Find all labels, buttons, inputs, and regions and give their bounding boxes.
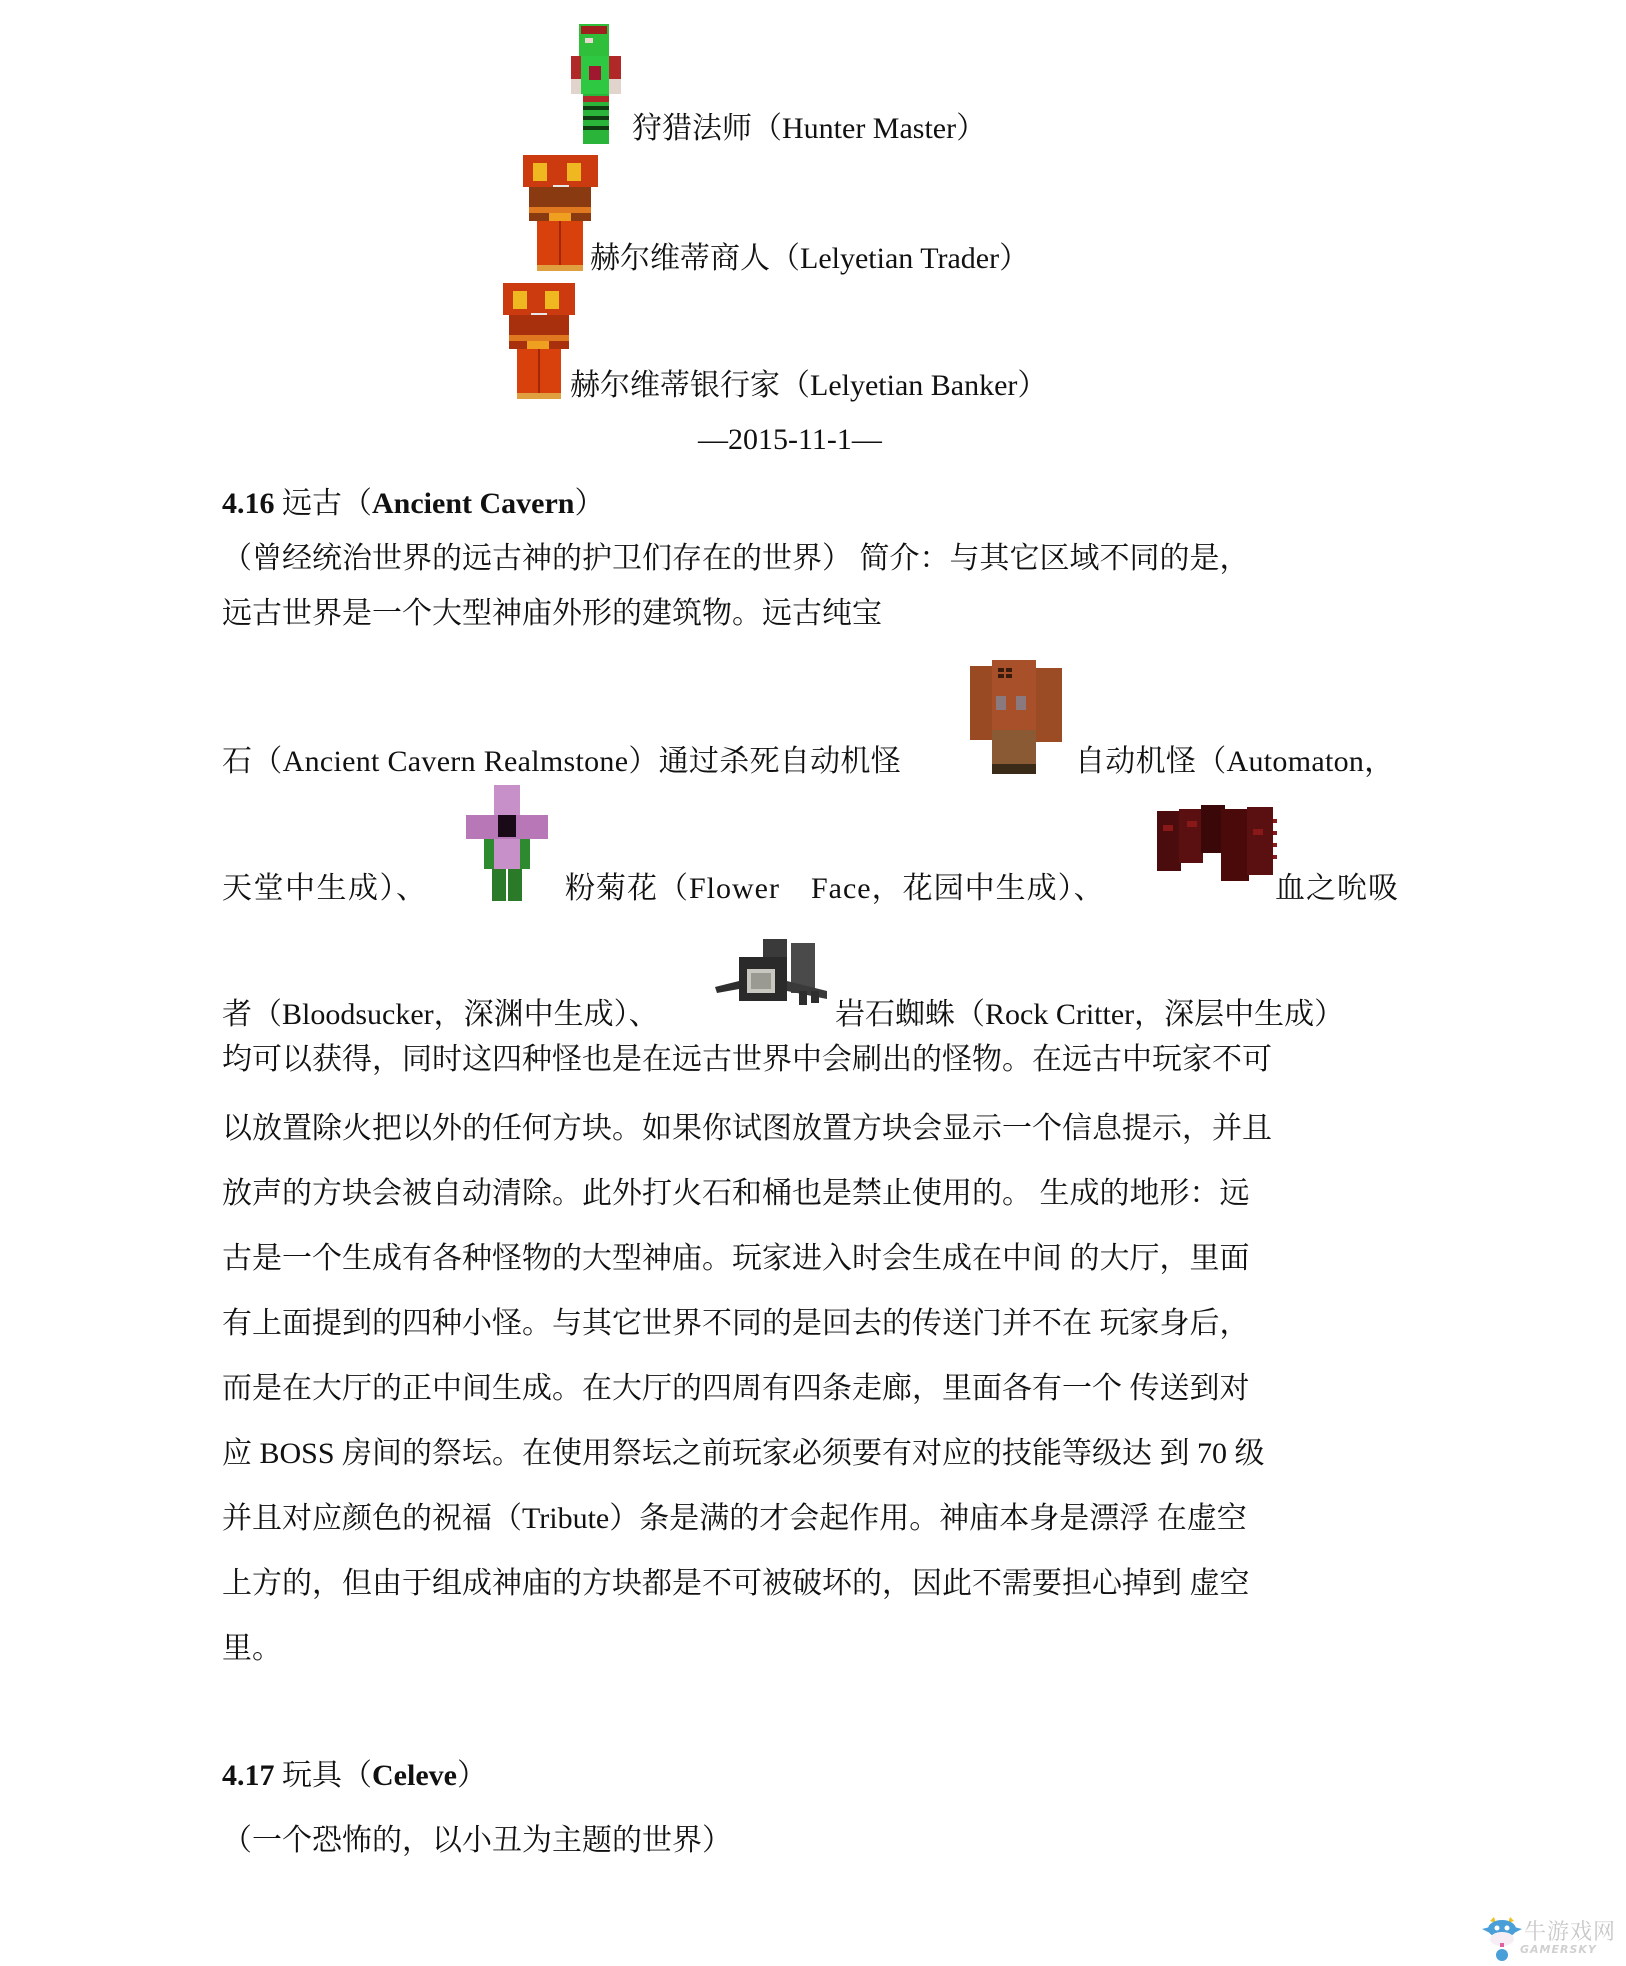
section-title-en: Celeve [372, 1759, 457, 1792]
paragraph-line: 上方的，但由于组成神庙的方块都是不可被破坏的，因此不需要担心掉到 虚空 [222, 1567, 1250, 1600]
npc-label-hunter-master: 狩猎法师（Hunter Master） [632, 112, 987, 145]
lelyetian-trader-figure [523, 155, 598, 271]
paragraph-line: 自动机怪（Automaton， [1075, 745, 1395, 778]
section-number: 4.16 [222, 487, 275, 520]
section-title-close: ） [574, 487, 605, 520]
section-title-cn: 远古（ [282, 487, 372, 520]
paragraph-line: 以放置除火把以外的任何方块。如果你试图放置方块会显示一个信息提示，并且 [222, 1112, 1272, 1145]
section-number: 4.17 [222, 1759, 275, 1792]
lelyetian-banker-figure [503, 283, 575, 399]
watermark-text: 牛游戏网 [1524, 1920, 1617, 1945]
paragraph-line: 放声的方块会被自动清除。此外打火石和桶也是禁止使用的。 生成的地形：远 [222, 1177, 1250, 1210]
section-title-close: ） [456, 1759, 487, 1792]
mascot-icon [1480, 1915, 1524, 1963]
paragraph-line: 有上面提到的四种小怪。与其它世界不同的是回去的传送门并不在 玩家身后， [222, 1307, 1250, 1340]
paragraph-line: 均可以获得，同时这四种怪也是在远古世界中会刷出的怪物。在远古中玩家不可 [222, 1043, 1272, 1076]
date-stamp: —2015-11-1— [698, 423, 882, 456]
watermark-subtext: GAMERSKY [1520, 1943, 1597, 1956]
hunter-master-figure [571, 24, 623, 144]
paragraph-line: 石（Ancient Cavern Realmstone）通过杀死自动机怪 [222, 745, 902, 778]
paragraph-line: 远古世界是一个大型神庙外形的建筑物。远古纯宝 [222, 597, 882, 630]
section-heading-4-16 [222, 486, 604, 522]
section-title-en: Ancient Cavern [372, 487, 575, 520]
paragraph-line: 血之吮吸 [1275, 872, 1399, 905]
paragraph-line: 应 BOSS 房间的祭坛。在使用祭坛之前玩家必须要有对应的技能等级达 到 70 级 [222, 1437, 1265, 1470]
section-heading-4-17 [222, 1758, 487, 1794]
paragraph-line: 者（Bloodsucker，深渊中生成）、 [222, 998, 659, 1031]
paragraph-line: 粉菊花（Flower Face，花园中生成）、 [565, 872, 1105, 905]
gamersky-watermark [1480, 1915, 1626, 1963]
paragraph-line: （曾经统治世界的远古神的护卫们存在的世界） 简介：与其它区域不同的是， [222, 542, 1250, 575]
paragraph-line: 岩石蜘蛛（Rock Critter，深层中生成） [835, 998, 1345, 1031]
paragraph-line: 并且对应颜色的祝福（Tribute）条是满的才会起作用。神庙本身是漂浮 在虚空 [222, 1502, 1247, 1535]
section-subtitle: （一个恐怖的，以小丑为主题的世界） [222, 1824, 732, 1857]
paragraph-line: 古是一个生成有各种怪物的大型神庙。玩家进入时会生成在中间 的大厅，里面 [222, 1242, 1250, 1275]
paragraph-line: 而是在大厅的正中间生成。在大厅的四周有四条走廊，里面各有一个 传送到对 [222, 1372, 1250, 1405]
npc-label-lelyetian-banker: 赫尔维蒂银行家（Lelyetian Banker） [570, 369, 1048, 402]
section-title-cn: 玩具（ [282, 1759, 372, 1792]
paragraph-line: 天堂中生成）、 [222, 872, 428, 905]
bloodsucker-figure [1157, 805, 1279, 881]
npc-label-lelyetian-trader: 赫尔维蒂商人（Lelyetian Trader） [590, 242, 1030, 275]
rock-critter-figure [715, 935, 837, 1007]
paragraph-line: 里。 [222, 1632, 282, 1665]
automaton-figure [970, 660, 1062, 776]
flower-face-figure [466, 785, 548, 901]
